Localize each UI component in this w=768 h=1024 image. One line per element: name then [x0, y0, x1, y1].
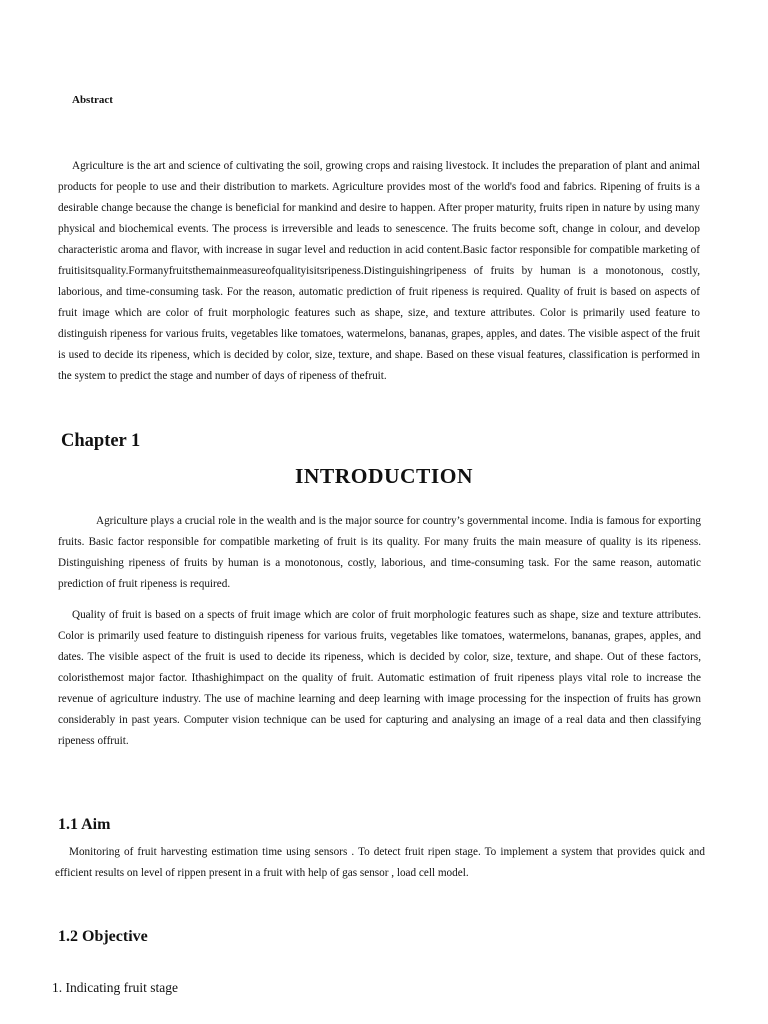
objective-heading: 1.2 Objective	[58, 928, 148, 945]
aim-paragraph: Monitoring of fruit harvesting estimation time using sensors . To detect fruit ripen stage. To implement a system that provides quick and efficient results on level of rippen present in a fruit with help of gas sensor , load cell model.	[55, 846, 705, 879]
introduction-paragraph-1: Agriculture plays a crucial role in the wealth and is the major source for country’s governmental income. India is famous for exporting fruits. Basic factor responsible for compatible marketing of fruit is its quality. For many fruits the main measure of quality is its ripeness. Distinguishing ripeness of fruits by human is a monotonous, costly, laborious, and time-consuming task. For the same reason, automatic prediction of fruit ripeness is required.	[58, 515, 701, 590]
abstract-heading: Abstract	[72, 94, 113, 106]
objective-list-item: 1. Indicating fruit stage	[52, 980, 178, 995]
introduction-paragraph-2: Quality of fruit is based on a spects of fruit image which are color of fruit morphologic features such as shape, size and texture attributes. Color is primarily used feature to distinguish ripeness for various fruits, vegetables like tomatoes, watermelons, bananas, grapes, apples, and dates. The visible aspect of the fruit is used to decide its ripeness, which is decided by color, size, texture, and shape. Out of these factors, coloristhemost major factor. Ithashighimpact on the quality of fruit. Automatic estimation of fruit ripeness plays vital role to increase the revenue of agriculture industry. The use of machine learning and deep learning with image processing for the inspection of fruits has grown considerably in past years. Computer vision technique can be used for capturing and analysing an image of a real data and then classifying ripeness offruit.	[58, 609, 701, 747]
chapter-label: Chapter 1	[61, 431, 141, 451]
aim-heading: 1.1 Aim	[58, 816, 111, 833]
chapter-title: INTRODUCTION	[294, 464, 474, 488]
abstract-paragraph: Agriculture is the art and science of cultivating the soil, growing crops and raising livestock. It includes the preparation of plant and animal products for people to use and their distribution to markets. Agriculture provides most of the world's food and fabrics. Ripening of fruits is a desirable change because the change is beneficial for mankind and desire to happen. After proper maturity, fruits ripen in nature by using many physical and biochemical events. The process is irreversible and leads to senescence. The fruits become soft, change in colour, and develop characteristic aroma and flavor, with increase in sugar level and reduction in acid content.Basic factor responsible for compatible marketing of fruitisitsquality.Formanyfruitsthemainmeasureofqualityisitsripeness.Distinguishingripeness of fruits by human is a monotonous, costly, laborious, and time-consuming task. For the reason, automatic prediction of fruit ripeness is required. Quality of fruit is based on aspects of fruit image which are color of fruit morphologic features such as shape, size, and texture attributes. Color is primarily used feature to distinguish ripeness for various fruits, vegetables like tomatoes, watermelons, bananas, grapes, apples, and dates. The visible aspect of the fruit is used to decide its ripeness, which is decided by color, size, texture, and shape. Based on these visual features, classification is performed in the system to predict the stage and number of days of ripeness of thefruit.	[58, 160, 700, 382]
